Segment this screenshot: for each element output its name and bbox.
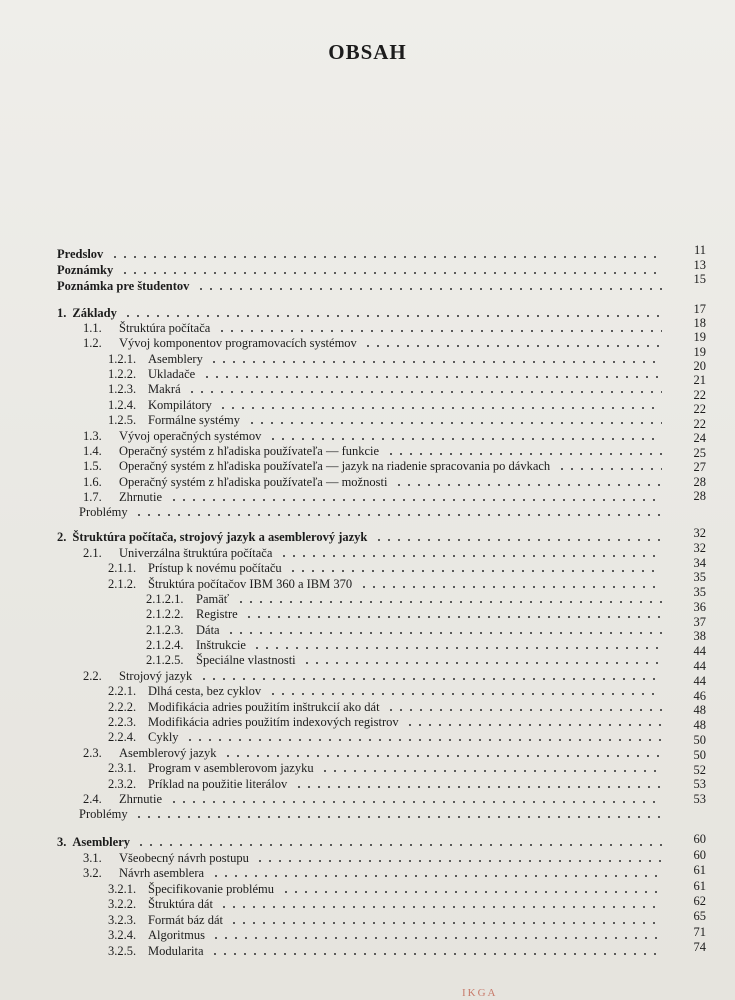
page-number: 50 [693,733,706,747]
toc-entry-title: Modifikácia adries použitím inštrukcií ako dát [148,700,380,714]
page-number: 15 [693,272,706,286]
toc-entry-title: Operačný systém z hľadiska používateľa — možnosti [119,475,388,489]
toc-entry-number: 2.4. [83,792,102,806]
toc-entry-title: Asemblery [72,835,130,849]
toc-entry-number: 2.3.2. [108,777,137,791]
toc-entry-title: Asemblerový jazyk [119,746,217,760]
toc-entry-title: Makrá [148,382,181,396]
page-number: 32 [693,526,706,540]
toc-entry-number: 1.2.5. [108,413,137,427]
page-number: 22 [693,388,706,402]
toc-entry-number: 1.5. [83,459,102,473]
toc-entry-title: Príklad na použitie literálov [148,777,288,791]
toc-entry-number: 1.2.3. [108,382,137,396]
toc-entry-number: 1.2. [83,336,102,350]
toc-entry-title: Operačný systém z hľadiska používateľa — jazyk na riadenie spracovania po dávkach [119,459,551,473]
page-number: 37 [693,615,706,629]
toc-entry-title: Vývoj operačných systémov [119,429,262,443]
toc-entry-number: 2. [57,530,67,544]
toc-entry-number: 2.1. [83,546,102,560]
toc-entry-title: Zhrnutie [119,792,163,806]
toc-entry-title: Vývoj komponentov programovacích systémov [119,336,357,350]
page-number: 60 [693,848,706,862]
toc-entry-title: Základy [72,306,117,320]
page-number: 32 [693,541,706,555]
toc-entry-title: Dlhá cesta, bez cyklov [148,684,262,698]
stamp-fragment: IKGA [462,987,498,999]
page-number: 50 [693,748,706,762]
page-number: 35 [693,585,706,599]
page-number: 13 [693,258,706,272]
page-number: 61 [693,863,706,877]
toc-entry-title: Štruktúra dát [148,897,213,911]
toc-entry-title: Štruktúra počítača [119,321,211,335]
page-number: 44 [693,674,706,688]
toc-entry-title: Cykly [148,730,179,744]
toc-entry-title: Poznámka pre študentov [57,279,190,293]
toc-entry-number: 2.2.4. [108,730,137,744]
page-number: 34 [693,556,706,570]
toc-entry-number: 1.7. [83,490,102,504]
toc-entry-title: Zhrnutie [119,490,163,504]
toc-entry-number: 3.2.1. [108,882,137,896]
toc-entry-number: 3.1. [83,851,102,865]
page-number: 61 [693,879,706,893]
page-number: 53 [693,792,706,806]
toc-entry-title: Program v asemblerovom jazyku [148,761,314,775]
toc-entry-number: 1.3. [83,429,102,443]
toc-entry-title: Špeciálne vlastnosti [196,653,296,667]
page-number: 22 [693,402,706,416]
page-number: 20 [693,359,706,373]
toc-entry-title: Predslov [57,247,104,261]
page-number: 44 [693,644,706,658]
page-number: 25 [693,446,706,460]
page-number: 71 [693,925,706,939]
toc-entry-title: Inštrukcie [196,638,246,652]
toc-entry-title: Všeobecný návrh postupu [119,851,249,865]
page-number: 22 [693,417,706,431]
page-number: 74 [693,940,706,954]
page-number: 52 [693,763,706,777]
toc-entry-title: Univerzálna štruktúra počítača [119,546,273,560]
toc-entry-number: 2.2.2. [108,700,137,714]
toc-entry-number: 1.6. [83,475,102,489]
toc-entry-number: 3.2. [83,866,102,880]
toc-entry-number: 3.2.2. [108,897,137,911]
toc-entry-number: 2.1.2.3. [146,623,184,637]
toc-entry-number: 3.2.5. [108,944,137,958]
page-number: 46 [693,689,706,703]
toc-entry-number: 1.4. [83,444,102,458]
toc-entry-title: Špecifikovanie problému [148,882,275,896]
page-number: 19 [693,345,706,359]
toc-entry-title: Pamäť [196,592,230,606]
toc-entry-title: Strojový jazyk [119,669,193,683]
toc-entry-number: 2.1.2. [108,577,137,591]
page-number: 11 [693,243,706,257]
page-number: 53 [693,777,706,791]
toc-entry-number: 1.1. [83,321,102,335]
page-number: 19 [693,330,706,344]
toc-entry-number: 2.1.2.1. [146,592,184,606]
toc-entry-number: 1.2.2. [108,367,137,381]
toc-entry-number: 2.2.3. [108,715,137,729]
page-title: OBSAH [328,40,407,64]
toc-entry-title: Formálne systémy [148,413,241,427]
page-number: 18 [693,316,706,330]
toc-entry-title: Modularita [148,944,204,958]
toc-entry-title: Asemblery [148,352,203,366]
toc-entry-title: Dáta [196,623,220,637]
toc-entry-title: Kompilátory [148,398,212,412]
toc-entry-title: Návrh asemblera [119,866,205,880]
toc-entry-title: Ukladače [148,367,196,381]
toc-entry-number: 2.2. [83,669,102,683]
toc-entry-number: 1.2.4. [108,398,137,412]
page-number: 65 [693,909,706,923]
toc-entry-number: 2.3. [83,746,102,760]
toc-entry-title: Algoritmus [148,928,205,942]
page-number: 27 [693,460,706,474]
page-number: 48 [693,718,706,732]
toc-entry-number: 2.1.1. [108,561,137,575]
toc-entry-title: Formát báz dát [148,913,223,927]
toc-entry-title: Poznámky [57,263,114,277]
page-number: 44 [693,659,706,673]
page-number: 38 [693,629,706,643]
toc-entry-number: 1. [57,306,67,320]
toc-entry-number: 3. [57,835,67,849]
toc-entry-title: Prístup k novému počítaču [148,561,282,575]
page-number: 48 [693,703,706,717]
toc-entry-number: 1.2.1. [108,352,137,366]
page-number: 60 [693,832,706,846]
page-number: 35 [693,570,706,584]
toc-entry-title: Registre [196,607,238,621]
toc-entry-number: 2.1.2.5. [146,653,184,667]
page-number: 17 [693,302,706,316]
toc-entry-title: Operačný systém z hľadiska používateľa — funkcie [119,444,380,458]
page-number: 36 [693,600,706,614]
page-number: 28 [693,475,706,489]
page-number: 24 [693,431,706,445]
page-number: 28 [693,489,706,503]
toc-entry-number: 2.2.1. [108,684,137,698]
toc-entry-title: Problémy [79,505,128,519]
toc-entry-title: Modifikácia adries použitím indexových registrov [148,715,399,729]
toc-entry-number: 2.3.1. [108,761,137,775]
toc-entry-number: 3.2.3. [108,913,137,927]
toc-entry-number: 3.2.4. [108,928,137,942]
toc-entry-title: Problémy [79,807,128,821]
toc-entry-number: 2.1.2.2. [146,607,184,621]
page-number: 21 [693,373,706,387]
toc-entry-title: Štruktúra počítača, strojový jazyk a asemblerový jazyk [72,530,368,544]
page-number: 62 [693,894,706,908]
toc-entry-title: Štruktúra počítačov IBM 360 a IBM 370 [148,577,353,591]
toc-entry-number: 2.1.2.4. [146,638,184,652]
